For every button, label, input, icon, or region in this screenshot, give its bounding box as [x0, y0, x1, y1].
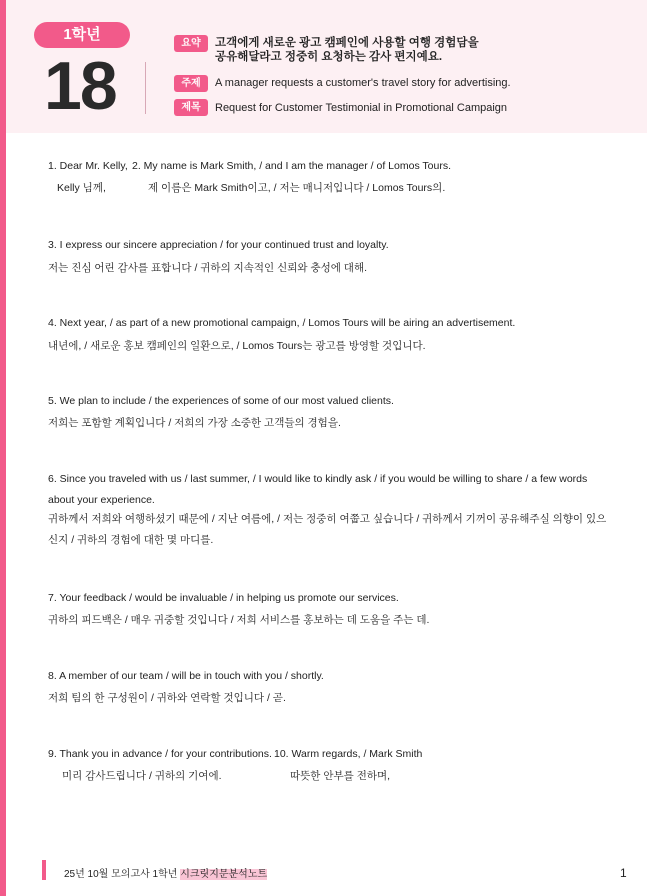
- sentence-8-en: 8. A member of our team / will be in touch with you / shortly.: [48, 670, 324, 682]
- footer-label: [64, 865, 267, 880]
- sentence-5-en: 5. We plan to include / the experiences of some of our most valued clients.: [48, 395, 394, 407]
- sentence-3-en: 3. I express our sincere appreciation / for your continued trust and loyalty.: [48, 239, 389, 251]
- sentence-2-ko: 제 이름은 Mark Smith이고, / 저는 매니저입니다 / Lomos Tours의.: [148, 182, 446, 194]
- sentence-1-en: 1. Dear Mr. Kelly,: [48, 160, 128, 172]
- sentence-10-en: 10. Warm regards, / Mark Smith: [274, 748, 423, 760]
- title-tag: 제목: [174, 99, 208, 116]
- sentence-4-en: 4. Next year, / as part of a new promotional campaign, / Lomos Tours will be airing an advertisement.: [48, 317, 516, 329]
- grade-badge: 1학년: [34, 22, 130, 48]
- footer-highlight: 시크릿지문분석노트: [180, 869, 268, 880]
- summary-line-2: 공유해달라고 정중히 요청하는 감사 편지예요.: [215, 51, 443, 63]
- sentence-2-en: 2. My name is Mark Smith, / and I am the manager / of Lomos Tours.: [132, 160, 452, 172]
- title-text: Request for Customer Testimonial in Promotional Campaign: [215, 102, 508, 114]
- question-number: 18: [44, 48, 116, 124]
- sentence-9-en: 9. Thank you in advance / for your contributions.: [48, 748, 272, 760]
- left-accent-bar: [0, 0, 6, 896]
- page-number: 1: [620, 866, 627, 880]
- sentence-1-ko: Kelly 님께,: [57, 182, 106, 194]
- footer-exam-label: 25년 10월 모의고사 1학년: [64, 869, 178, 880]
- summary-tag: 요약: [174, 35, 208, 52]
- sentence-5-ko: 저희는 포함할 계획입니다 / 저희의 가장 소중한 고객들의 경험을.: [48, 417, 341, 429]
- sentence-8-ko: 저희 팀의 한 구성원이 / 귀하와 연락할 것입니다 / 곧.: [48, 692, 286, 704]
- topic-tag: 주제: [174, 75, 208, 92]
- footer-accent-bar: [42, 860, 46, 880]
- topic-text: A manager requests a customer's travel story for advertising.: [215, 77, 511, 89]
- header-divider: [145, 62, 146, 114]
- sentence-4-ko: 내년에, / 새로운 홍보 캠페인의 일환으로, / Lomos Tours는 광고를 방영할 것입니다.: [48, 340, 426, 352]
- sentence-9-ko: 미리 감사드립니다 / 귀하의 기여에.: [62, 770, 222, 782]
- sentence-3-ko: 저는 진심 어린 감사를 표합니다 / 귀하의 지속적인 신뢰와 충성에 대해.: [48, 262, 368, 274]
- sentence-6-en: 6. Since you traveled with us / last summer, / I would like to kindly ask / if you would be willing to share / a few words about your experience.: [48, 473, 588, 506]
- sentence-6-ko: 귀하께서 저희와 여행하셨기 때문에 / 지난 여름에, / 저는 정중히 여쭙고 싶습니다 / 귀하께서 기꺼이 공유해주실 의향이 있으신지 / 귀하의 경험에 대한 몇 마디를.: [48, 513, 607, 546]
- sentence-7-en: 7. Your feedback / would be invaluable / in helping us promote our services.: [48, 592, 399, 604]
- summary-text: [215, 36, 515, 64]
- summary-line-1: 고객에게 새로운 광고 캠페인에 사용할 여행 경험담을: [215, 37, 479, 49]
- sentence-10-ko: 따뜻한 안부를 전하며,: [290, 770, 391, 782]
- sentence-7-ko: 귀하의 피드백은 / 매우 귀중할 것입니다 / 저희 서비스를 홍보하는 데 도움을 주는 데.: [48, 614, 430, 626]
